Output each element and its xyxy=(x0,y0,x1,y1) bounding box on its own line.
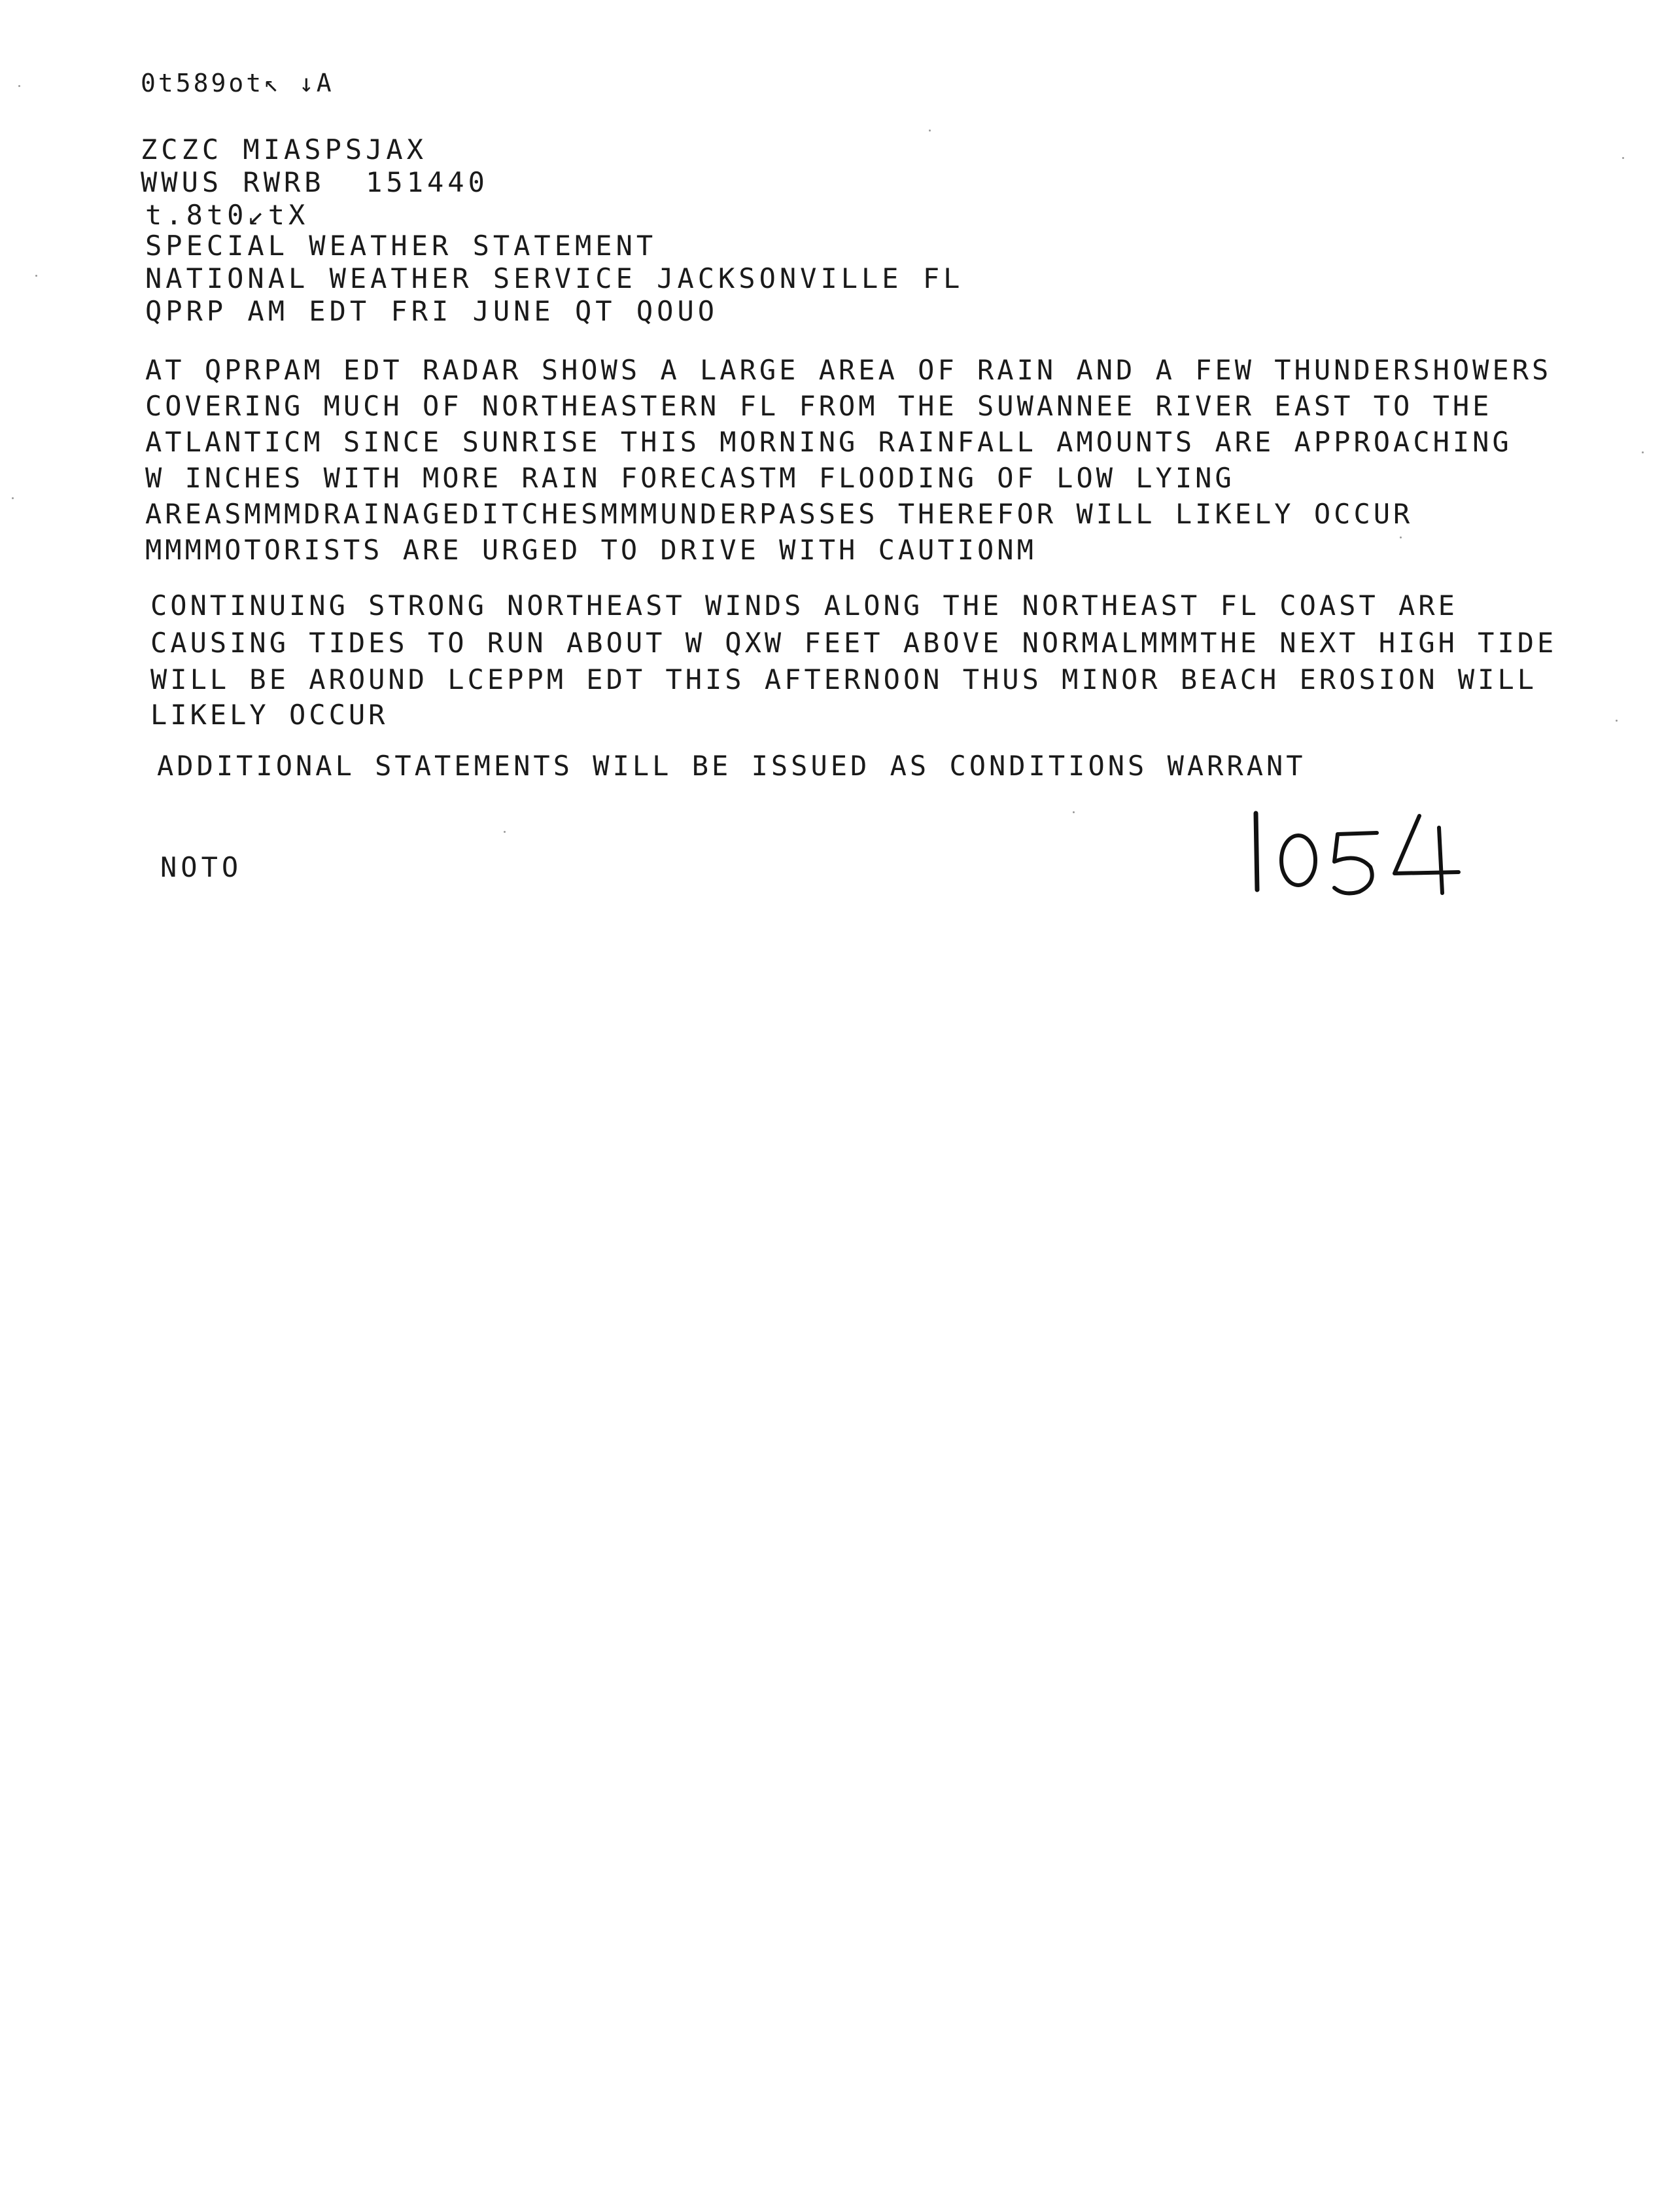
misc-line: t.8t0↙tX xyxy=(145,199,309,231)
paragraph1-line: ATLANTICM SINCE SUNRISE THIS MORNING RAINFALL AMOUNTS ARE APPROACHING xyxy=(145,426,1512,458)
paragraph2-line: LIKELY OCCUR xyxy=(150,699,389,731)
scan-speck xyxy=(18,85,20,87)
closing-statement: ADDITIONAL STATEMENTS WILL BE ISSUED AS CONDITIONS WARRANT xyxy=(157,750,1306,782)
paragraph1-line: AT QPRPAM EDT RADAR SHOWS A LARGE AREA OF RAIN AND A FEW THUNDERSHOWERS xyxy=(145,354,1552,386)
paragraph1-line: W INCHES WITH MORE RAIN FORECASTM FLOODING OF LOW LYING xyxy=(145,462,1235,494)
paragraph2-line: WILL BE AROUND LCEPPM EDT THIS AFTERNOON THUS MINOR BEACH EROSION WILL xyxy=(150,663,1538,695)
scan-speck xyxy=(12,497,14,499)
routing-line: ZCZC MIASPSJAX xyxy=(141,133,428,166)
paragraph2-line: CONTINUING STRONG NORTHEAST WINDS ALONG THE NORTHEAST FL COAST ARE xyxy=(150,589,1458,622)
scan-speck xyxy=(1642,451,1644,453)
statement-title: SPECIAL WEATHER STATEMENT xyxy=(145,230,657,262)
office-line: NATIONAL WEATHER SERVICE JACKSONVILLE FL xyxy=(145,262,964,294)
paragraph2-line: CAUSING TIDES TO RUN ABOUT W QXW FEET ABOVE NORMALMMMTHE NEXT HIGH TIDE xyxy=(150,627,1557,659)
scan-speck xyxy=(504,831,506,833)
paragraph1-line: AREASMMMDRAINAGEDITCHESMMMUNDERPASSES THEREFOR WILL LIKELY OCCUR xyxy=(145,498,1413,530)
handwritten-number xyxy=(1243,801,1504,900)
paragraph1-line: COVERING MUCH OF NORTHEASTERN FL FROM THE SUWANNEE RIVER EAST TO THE xyxy=(145,390,1493,422)
issued-line: QPRP AM EDT FRI JUNE QT QOUO xyxy=(145,295,719,327)
scan-speck xyxy=(1073,811,1075,813)
scan-speck xyxy=(1400,536,1402,538)
paragraph1-line: MMMMOTORISTS ARE URGED TO DRIVE WITH CAUTIONM xyxy=(145,534,1037,566)
scan-speck xyxy=(1622,157,1624,159)
header-code-line: 0t589ot↖ ↓A xyxy=(141,69,334,97)
scan-speck xyxy=(1616,720,1618,722)
wmo-header-line: WWUS RWRB 151440 xyxy=(141,166,489,198)
signoff: NOTO xyxy=(160,851,243,883)
scan-speck xyxy=(929,130,931,132)
scan-speck xyxy=(35,275,37,277)
